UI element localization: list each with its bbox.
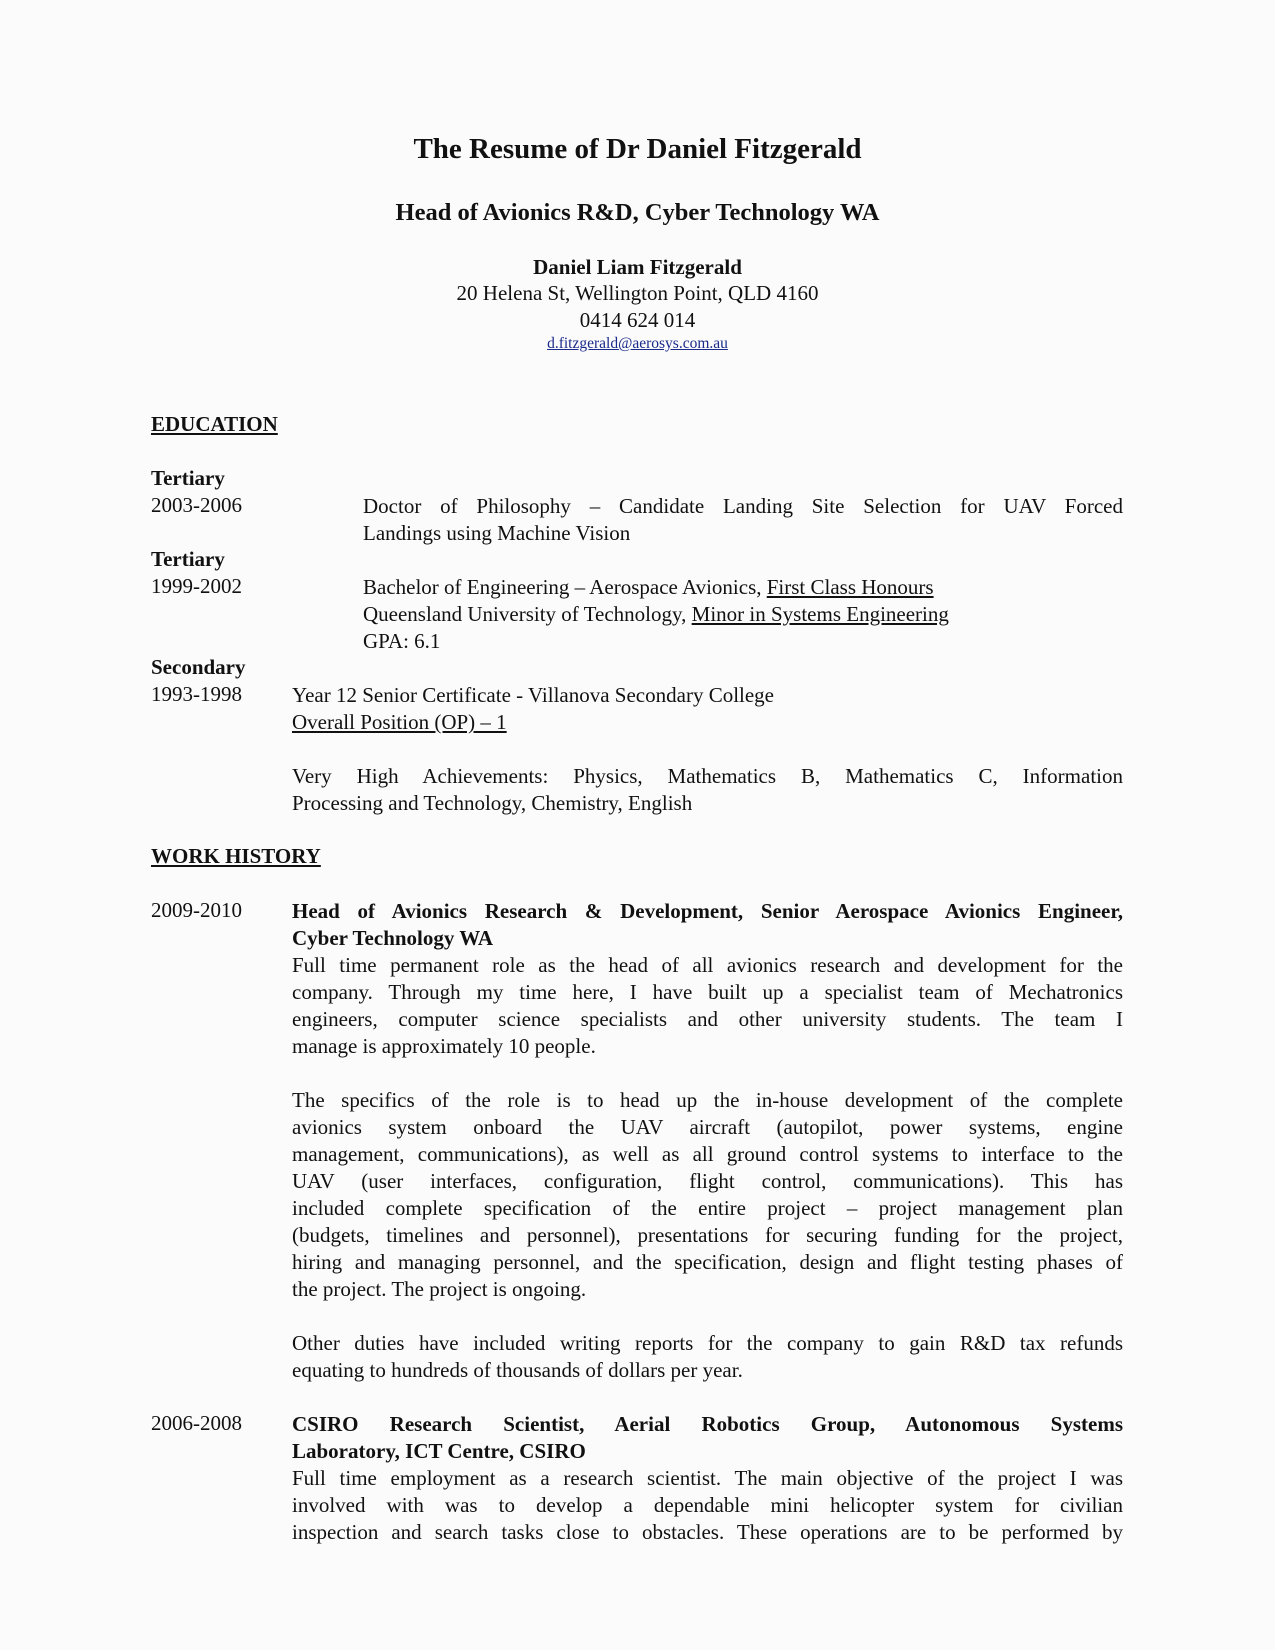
document-title: The Resume of Dr Daniel Fitzgerald [413,133,862,165]
minor-text: Minor in Systems Engineering [691,602,949,626]
work-history-heading: WORK HISTORY [151,844,321,868]
job-paragraph: Full time employment as a research scientist. The main objective of the project I was involved with was to develop a dependable mini helicopter system for civilian inspection and search tasks close to obstacles. These operations are to be performed by [292,1466,1123,1544]
education-level: Tertiary [151,466,225,490]
job-paragraph: Full time permanent role as the head of all avionics research and development for the company. Through my time here, I have built up a specialist team of Mechatronics engineers, computer science specialists and other university students. The team I manage is approximately 10 people. [292,953,1123,1058]
work-years: 2009-2010 [151,898,242,922]
job-paragraph: The specifics of the role is to head up the in-house development of the complete avionics system onboard the UAV aircraft (autopilot, power systems, engine management, communications), as well as all ground control systems to interface to the UAV (user interfaces, configuration, flight control, communications). This has included complete specification of the entire project – project management plan (budgets, timelines and personnel), presentations for securing funding for the project, hiring and managing personnel, and the specification, design and flight testing phases of the project. The project is ongoing. [292,1088,1123,1301]
achievements: Very High Achievements: Physics, Mathematics B, Mathematics C, Information Processing and Technology, Chemistry, English [292,764,1123,815]
document-subtitle: Head of Avionics R&D, Cyber Technology WA [395,199,880,226]
education-years: 1999-2002 [151,574,242,598]
job-title: CSIRO Research Scientist, Aerial Robotics Group, Autonomous Systems Laboratory, ICT Centre, CSIRO [292,1412,1123,1463]
education-line: Doctor of Philosophy – Candidate Landing Site Selection for UAV Forced [363,494,1123,518]
education-degree-line: Bachelor of Engineering – Aerospace Avionics, First Class Honours [363,575,934,599]
gpa: GPA: 6.1 [363,629,441,653]
honours-text: First Class Honours [766,575,934,599]
full-name: Daniel Liam Fitzgerald [533,255,742,279]
phone-number: 0414 624 014 [579,308,696,332]
education-level: Tertiary [151,547,225,571]
work-years: 2006-2008 [151,1411,242,1435]
job-paragraph: Other duties have included writing reports for the company to gain R&D tax refunds equating to hundreds of thousands of dollars per year. [292,1331,1123,1382]
education-heading: EDUCATION [151,412,278,436]
education-line: Landings using Machine Vision [363,521,631,545]
education-years: 2003-2006 [151,493,242,517]
secondary-certificate: Year 12 Senior Certificate - Villanova Secondary College [292,683,775,707]
job-title: Head of Avionics Research & Development, Senior Aerospace Avionics Engineer, Cyber Technology WA [292,899,1123,950]
education-description [363,493,1123,547]
overall-position: Overall Position (OP) – 1 [292,710,507,734]
email-link[interactable]: d.fitzgerald@aerosys.com.au [547,335,728,352]
education-university-line: Queensland University of Technology, Minor in Systems Engineering [363,602,949,626]
address: 20 Helena St, Wellington Point, QLD 4160 [456,281,819,305]
education-level: Secondary [151,655,246,679]
education-years: 1993-1998 [151,682,242,706]
